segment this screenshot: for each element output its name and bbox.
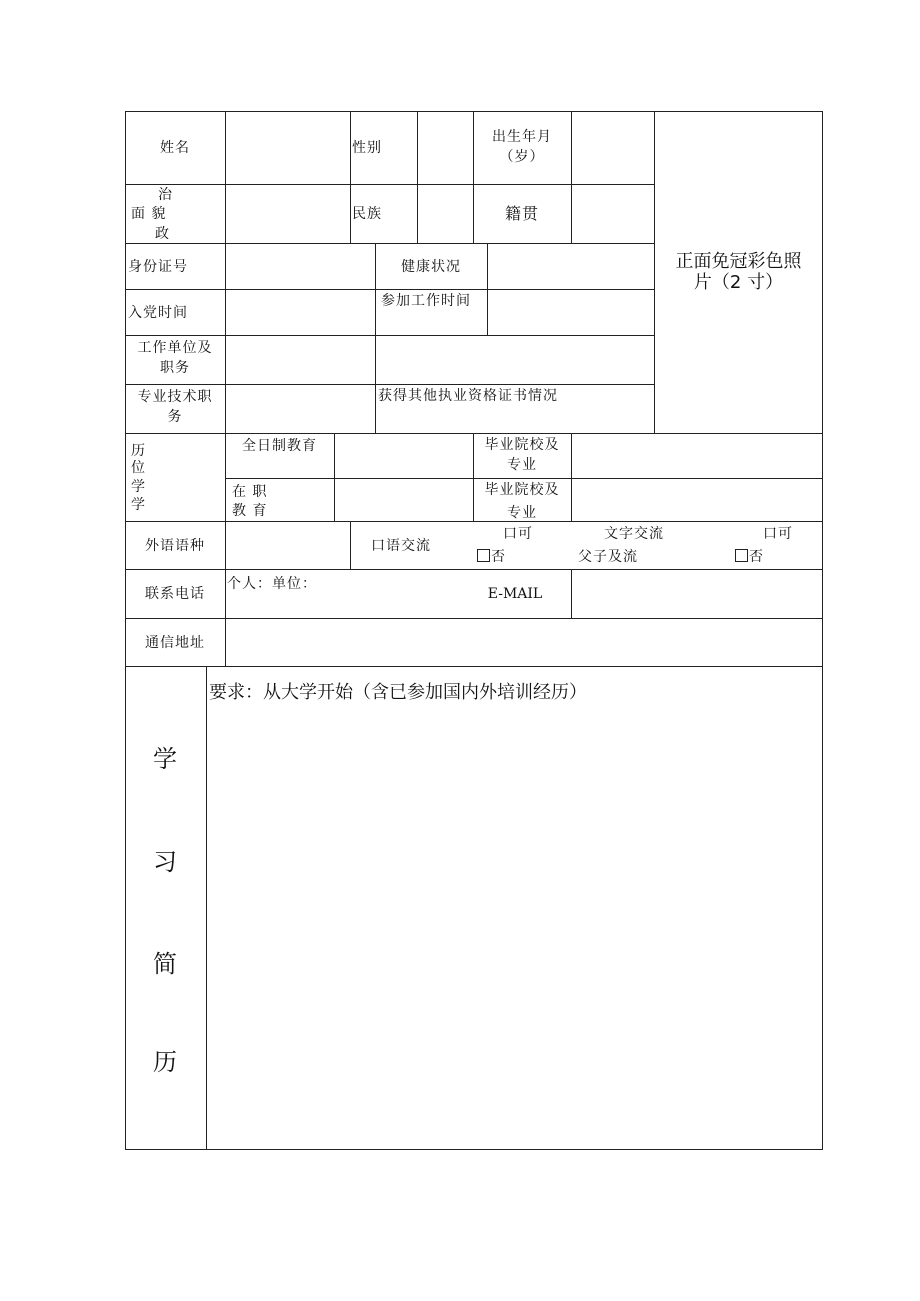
political-label-3: 政 bbox=[155, 226, 170, 242]
address-label: 通信地址 bbox=[145, 635, 205, 651]
photo-slot[interactable] bbox=[655, 112, 822, 433]
name-field[interactable] bbox=[226, 112, 350, 184]
tech-title-label-2: 务 bbox=[167, 409, 183, 425]
education-label-2: 位 bbox=[131, 460, 146, 476]
work-start-field[interactable] bbox=[488, 290, 654, 335]
fulltime-edu-label: 全日制教育 bbox=[242, 438, 317, 454]
education-label-3: 学 bbox=[131, 479, 146, 495]
fulltime-edu-field[interactable] bbox=[335, 434, 473, 478]
resume-label-3: 简 bbox=[153, 950, 178, 978]
political-field[interactable] bbox=[226, 185, 350, 243]
id-number-field[interactable] bbox=[226, 244, 375, 289]
onjob-edu-label: 在 职 bbox=[232, 484, 268, 500]
grid-line bbox=[125, 111, 126, 1150]
onjob-school-field[interactable] bbox=[572, 479, 822, 521]
written-label: 文字交流 bbox=[604, 526, 664, 542]
political-label-1: 治 bbox=[158, 187, 173, 203]
written-no-option[interactable]: 否 bbox=[735, 548, 764, 566]
written-yes-option[interactable]: 口可 bbox=[763, 526, 793, 542]
grid-line bbox=[125, 1149, 823, 1150]
work-unit-field[interactable] bbox=[226, 336, 654, 384]
certificate-label: 获得其他执业资格证书情况 bbox=[378, 388, 558, 404]
written-label-2: 父子及流 bbox=[578, 549, 638, 565]
birth-field[interactable] bbox=[572, 112, 654, 184]
resume-label-1: 学 bbox=[153, 745, 178, 773]
political-label-2: 面 貌 bbox=[131, 206, 167, 222]
address-field[interactable] bbox=[226, 619, 822, 666]
native-place-label: 籍贯 bbox=[504, 204, 539, 223]
grid-line bbox=[350, 521, 351, 570]
education-label-1: 历 bbox=[131, 443, 146, 459]
photo-placeholder: 正面免冠彩色照 bbox=[675, 251, 802, 272]
work-unit-label-2: 职务 bbox=[160, 360, 190, 376]
school-major-label-onjob-2: 专业 bbox=[507, 505, 537, 521]
health-label: 健康状况 bbox=[401, 259, 461, 275]
school-major-label-2: 专业 bbox=[507, 457, 537, 473]
phone-label: 联系电话 bbox=[145, 586, 205, 602]
fulltime-school-field[interactable] bbox=[572, 434, 822, 478]
resume-label-2: 习 bbox=[153, 848, 178, 876]
tech-title-label: 专业技术职 bbox=[137, 389, 213, 405]
checkbox-icon[interactable] bbox=[735, 549, 748, 562]
email-label: E-MAIL bbox=[487, 586, 543, 602]
school-major-label-onjob: 毕业院校及 bbox=[484, 482, 560, 498]
photo-size-note: 片（2 寸） bbox=[693, 272, 784, 293]
oral-no-option[interactable]: 否 bbox=[477, 548, 506, 566]
oral-label: 口语交流 bbox=[371, 538, 431, 554]
health-field[interactable] bbox=[488, 244, 654, 289]
work-unit-label: 工作单位及 bbox=[137, 340, 213, 356]
education-label-4: 学 bbox=[131, 497, 146, 513]
native-field[interactable] bbox=[572, 185, 654, 243]
email-field[interactable] bbox=[572, 570, 822, 618]
school-major-label: 毕业院校及 bbox=[484, 437, 560, 453]
party-date-field[interactable] bbox=[226, 290, 375, 335]
id-number-label: 身份证号 bbox=[128, 259, 188, 275]
name-label: 姓名 bbox=[160, 140, 190, 156]
grid-line bbox=[350, 111, 351, 244]
birth-label: 出生年月 bbox=[492, 129, 552, 145]
phone-hint: 个人：单位： bbox=[227, 576, 317, 592]
gender-label: 性别 bbox=[352, 140, 382, 156]
checkbox-icon[interactable] bbox=[477, 549, 490, 562]
work-start-label: 参加工作时间 bbox=[381, 293, 471, 309]
resume-field[interactable] bbox=[207, 710, 822, 1149]
age-label: （岁） bbox=[499, 149, 545, 165]
language-label: 外语语种 bbox=[145, 538, 205, 554]
party-date-label: 入党时间 bbox=[128, 305, 188, 321]
gender-field[interactable] bbox=[418, 112, 473, 184]
grid-line bbox=[125, 666, 823, 667]
onjob-edu-label-2: 教 育 bbox=[232, 503, 268, 519]
onjob-edu-field[interactable] bbox=[335, 479, 473, 521]
grid-line bbox=[125, 384, 654, 385]
ethnic-field[interactable] bbox=[418, 185, 473, 243]
tech-title-field[interactable] bbox=[226, 385, 375, 433]
grid-line bbox=[822, 111, 823, 1150]
oral-yes-option[interactable]: 口可 bbox=[503, 526, 533, 542]
ethnic-label: 民族 bbox=[352, 206, 382, 222]
language-field[interactable] bbox=[226, 522, 350, 569]
resume-label-4: 历 bbox=[153, 1048, 178, 1076]
resume-requirement: 要求：从大学开始（含已参加国内外培训经历） bbox=[209, 682, 587, 703]
